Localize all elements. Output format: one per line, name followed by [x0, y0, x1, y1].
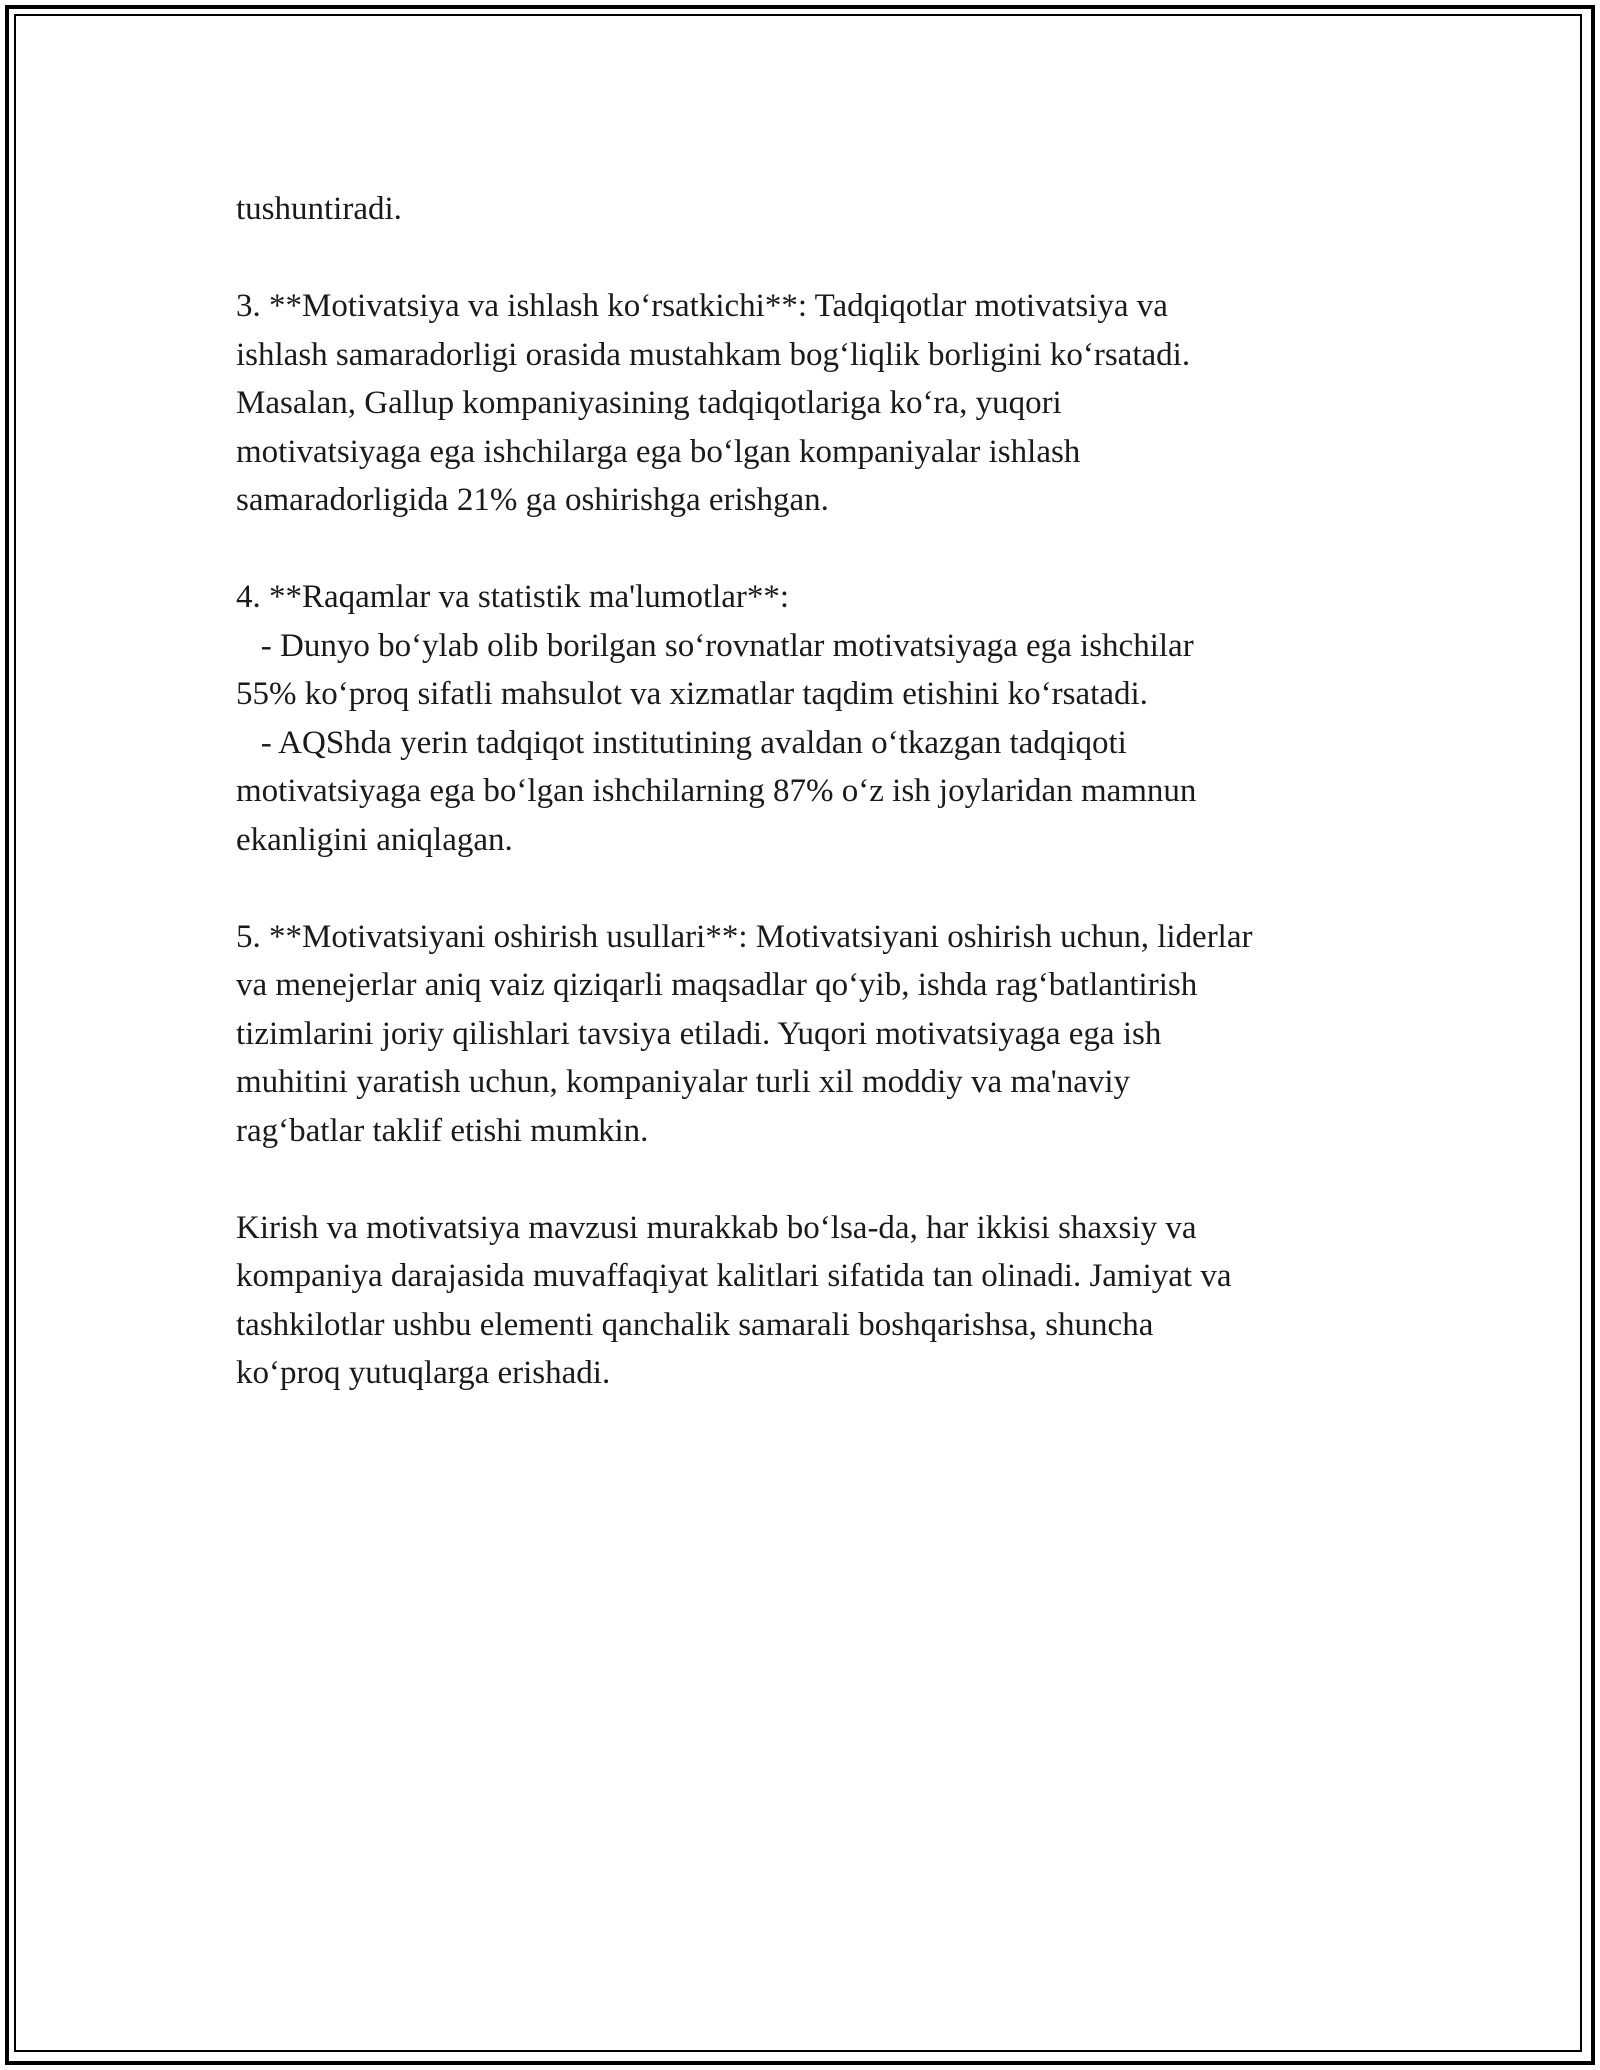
text-line: motivatsiyaga ega ishchilarga ega bo‘lgan kompaniyalar ishlash — [236, 433, 1081, 470]
text-line: samaradorligida 21% ga oshirishga erishgan. — [236, 482, 829, 518]
paragraph-gap — [236, 234, 1396, 283]
paragraph-item-5 — [236, 913, 1396, 1156]
text-line: 4. **Raqamlar va statistik ma'lumotlar**: — [236, 579, 790, 615]
text-line: - AQShda yerin tadqiqot institutining avaldan o‘tkazgan tadqiqoti — [236, 724, 1127, 761]
text-line: Masalan, Gallup kompaniyasining tadqiqotlariga ko‘ra, yuqori — [236, 385, 1062, 421]
paragraph-conclusion — [236, 1204, 1396, 1398]
text-line: tizimlarini joriy qilishlari tavsiya etiladi. Yuqori motivatsiyaga ega ish — [236, 1015, 1162, 1052]
text-line: ishlash samaradorligi orasida mustahkam bog‘liqlik borligini ko‘rsatadi. — [236, 336, 1191, 373]
text-line: ko‘proq yutuqlarga erishadi. — [236, 1355, 611, 1391]
text-line: 55% ko‘proq sifatli mahsulot va xizmatlar taqdim etishini ko‘rsatadi. — [236, 676, 1148, 712]
document-body — [236, 185, 1396, 1398]
text-line: 3. **Motivatsiya va ishlash ko‘rsatkichi**: Tadqiqotlar motivatsiya va — [236, 288, 1168, 324]
text-line: ekanligini aniqlagan. — [236, 821, 513, 858]
text-line: tashkilotlar ushbu elementi qanchalik samarali boshqarishsa, shuncha — [236, 1306, 1154, 1343]
text-line: 5. **Motivatsiyani oshirish usullari**: Motivatsiyani oshirish uchun, liderlar — [236, 918, 1253, 955]
text-line: muhitini yaratish uchun, kompaniyalar turli xil moddiy va ma'naviy — [236, 1064, 1131, 1100]
text-line: rag‘batlar taklif etishi mumkin. — [236, 1112, 649, 1149]
text-line: tushuntiradi. — [236, 191, 402, 227]
text-line: motivatsiyaga ega bo‘lgan ishchilarning 87% o‘z ish joylaridan mamnun — [236, 773, 1197, 809]
paragraph-item-3 — [236, 282, 1396, 525]
paragraph-gap — [236, 864, 1396, 913]
paragraph-gap — [236, 1155, 1396, 1204]
paragraph-gap — [236, 525, 1396, 574]
text-line: va menejerlar aniq vaiz qiziqarli maqsadlar qo‘yib, ishda rag‘batlantirish — [236, 967, 1198, 1003]
paragraph-continuation — [236, 185, 1396, 234]
text-line: Kirish va motivatsiya mavzusi murakkab bo‘lsa-da, har ikkisi shaxsiy va — [236, 1209, 1197, 1246]
paragraph-item-4 — [236, 573, 1396, 864]
text-line: kompaniya darajasida muvaffaqiyat kalitlari sifatida tan olinadi. Jamiyat va — [236, 1258, 1232, 1294]
text-line: - Dunyo bo‘ylab olib borilgan so‘rovnatlar motivatsiyaga ega ishchilar — [236, 627, 1194, 664]
